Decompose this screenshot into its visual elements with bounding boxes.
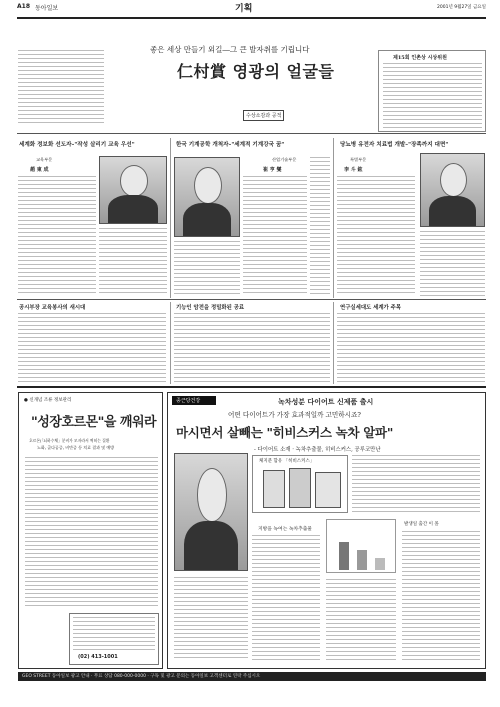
ad-label: ● 신개념 조류 정보관리 bbox=[24, 398, 72, 403]
ad-headline: "성장호르몬"을 깨워라 bbox=[31, 415, 157, 430]
ad-rule bbox=[17, 386, 486, 388]
ad-body-text bbox=[25, 457, 158, 607]
ad-tagline: - 다이어트 소재 · 녹차추출물, 히비스커스, 공루코만난 bbox=[254, 447, 381, 453]
ad-product-name: 체지분 함유 「히비스커스」 bbox=[259, 459, 315, 464]
award-box bbox=[378, 50, 486, 132]
chart-bar-icon bbox=[339, 542, 349, 570]
article-text bbox=[337, 176, 415, 296]
ad-phone: (02) 413-1001 bbox=[78, 654, 118, 660]
newspaper-name: 동아일보 bbox=[35, 5, 59, 12]
ad-note: 지방을 녹여는 녹차추출물 bbox=[258, 527, 313, 532]
ad-body-text bbox=[402, 531, 480, 660]
ad-right bbox=[167, 392, 486, 669]
article-text bbox=[174, 241, 240, 296]
ad-question: 어떤 다이어트가 가장 효과적일까 고민하시죠? bbox=[228, 411, 361, 419]
winner-photo bbox=[420, 153, 485, 227]
tea-box-icon bbox=[315, 472, 341, 508]
ad-body-text bbox=[352, 455, 480, 513]
bottom-section-title: 연구실세대도 세계가 주목 bbox=[340, 305, 402, 311]
issue-date: 2001년 9월27일 금요일 bbox=[437, 5, 486, 10]
ad-note: 발생일 출간 이 몰 bbox=[404, 522, 439, 527]
ad-subline: 노화, 골다공증, 비만증 등 치료 결과 및 예방 bbox=[37, 445, 115, 450]
page-header bbox=[17, 3, 486, 15]
tea-box-icon bbox=[263, 470, 285, 508]
ad-banner: 녹차성분 다이어트 신제품 출시 bbox=[278, 397, 374, 406]
footer-strip bbox=[18, 672, 486, 681]
winner-section-title: 한국 기계공학 개척자–"세계적 기계강국 꿈" bbox=[176, 142, 285, 148]
column-divider bbox=[333, 302, 334, 384]
ad-model-photo bbox=[174, 453, 248, 571]
ad-footer-box bbox=[69, 613, 159, 665]
column-divider bbox=[170, 302, 171, 384]
ad-left bbox=[18, 392, 163, 669]
ad-headline: 마시면서 살빼는 "히비스커스 녹차 알파" bbox=[176, 425, 394, 440]
ad-body-text bbox=[174, 577, 248, 660]
article-text bbox=[174, 313, 330, 383]
article-text bbox=[337, 313, 485, 383]
article-text bbox=[18, 176, 96, 296]
feature-title: 仁村賞 영광의 얼굴들 bbox=[177, 62, 335, 81]
page-number: A18 bbox=[17, 3, 30, 10]
tea-box-icon bbox=[289, 468, 311, 508]
ad-brand-logo bbox=[172, 396, 216, 405]
feature-stamp: 수상소감과 공적 bbox=[243, 110, 284, 121]
winner-name: 崔 亨 燮 bbox=[263, 167, 282, 173]
award-box-text bbox=[383, 63, 482, 129]
ad-subline: 호르몬(「뇌하수체」분비가 모자라서 찍히는 질환 bbox=[29, 438, 110, 443]
ad-product-box bbox=[252, 455, 348, 513]
winner-photo bbox=[174, 157, 240, 237]
intro-text bbox=[18, 50, 104, 124]
column-divider bbox=[170, 138, 171, 298]
feature-kicker: 좋은 세상 만들기 외길―그 큰 발자취를 기립니다 bbox=[150, 45, 310, 54]
winner-name: 李 斗 鉉 bbox=[344, 167, 363, 173]
ad-body-text bbox=[252, 535, 320, 660]
winner-category: 특별부문 bbox=[350, 157, 367, 162]
article-text bbox=[243, 176, 307, 296]
winner-name: 趙 東 成 bbox=[30, 167, 49, 173]
article-text bbox=[310, 157, 330, 296]
feature-rule bbox=[17, 133, 486, 134]
winner-section-title: 세계화 정보화 선도자–"작성 살리기 교육 우선" bbox=[19, 142, 135, 148]
bottom-section-title: 기능인 암전을 정밀화된 공료 bbox=[176, 305, 245, 311]
article-text bbox=[99, 228, 167, 296]
article-text bbox=[18, 313, 166, 383]
column-divider bbox=[333, 138, 334, 298]
bottom-section-title: 공시부장 교육봉사의 새시대 bbox=[19, 305, 86, 311]
award-box-title: 제15회 인촌상 시상위원 bbox=[393, 55, 447, 61]
ad-brand: 종근당건강 bbox=[176, 398, 201, 404]
ad-contact-text bbox=[73, 617, 155, 651]
footer-strip-text: GEO STREET 동아일보 광고 안내 · 무료 상담 080-000-0000 · 구독 및 광고 문의는 동아일보 고객센터로 연락 주십시오 bbox=[22, 674, 261, 679]
section-rule bbox=[17, 299, 486, 300]
winner-photo bbox=[99, 156, 167, 224]
header-rule bbox=[17, 17, 486, 19]
winner-category: 산업기술부문 bbox=[272, 157, 297, 162]
ad-chart-box bbox=[326, 519, 396, 573]
ad-body-text bbox=[326, 579, 396, 660]
section-name: 기획 bbox=[235, 4, 253, 14]
chart-bar-icon bbox=[375, 558, 385, 570]
article-text bbox=[420, 231, 485, 296]
winner-section-title: 당뇨병 유전자 치료법 개발–"장족까지 대면" bbox=[340, 142, 449, 148]
chart-bar-icon bbox=[357, 550, 367, 570]
winner-category: 교육부문 bbox=[36, 157, 53, 162]
